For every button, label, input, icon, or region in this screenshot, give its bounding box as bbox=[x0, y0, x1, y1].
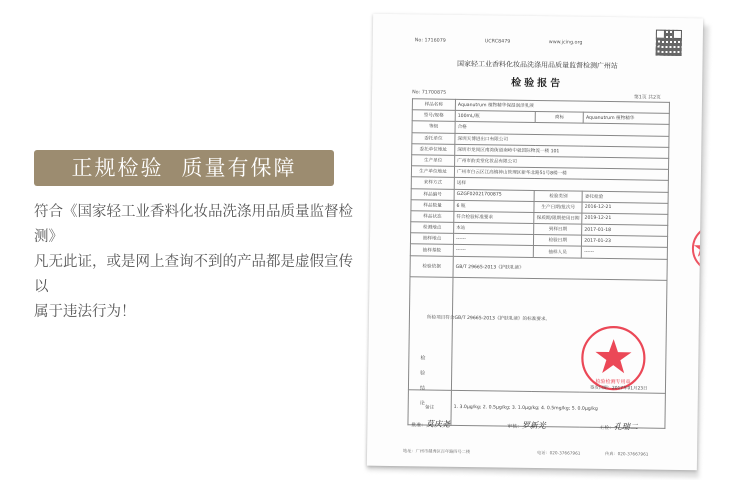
claim-line-2: 凡无此证，或是网上查询不到的产品都是虚假宣传以 bbox=[34, 254, 353, 295]
row-value: 深圳天博进出口有限公司 bbox=[455, 133, 669, 147]
row-label-2: 生产日期/批次号 bbox=[534, 201, 582, 213]
footer-fax: 传真：020-37667961 bbox=[605, 450, 649, 457]
page-number: 第1页 共2页 bbox=[633, 95, 661, 101]
row-value: 广州市白云区江高镇神山管理区新华北路51号8楼一楼 bbox=[454, 166, 668, 180]
row-value: ------ bbox=[453, 234, 533, 246]
test-signature: 主检：孔瑞二 bbox=[599, 422, 638, 432]
row-label-2: 抽样人员 bbox=[534, 246, 582, 258]
row-label: 样品编号 bbox=[411, 188, 454, 200]
row-value-2: 2017-01-23 bbox=[582, 235, 668, 247]
approve-signature: 批准：莫庆尧 bbox=[411, 419, 450, 429]
row-value: Aquanutrum 植物精华保湿润泽乳液 bbox=[455, 99, 669, 113]
claim-line-3: 属于违法行为！ bbox=[34, 304, 136, 320]
row-value-2: 2019-12-21 bbox=[582, 213, 668, 225]
banner-right-text: 质量有保障 bbox=[181, 156, 297, 180]
row-label: 样品名称 bbox=[412, 99, 455, 111]
row-label-2: 检验日期 bbox=[534, 235, 582, 247]
banner-left-text: 正规检验 bbox=[71, 156, 164, 180]
row-value-2: 2017-01-18 bbox=[582, 224, 668, 236]
row-value: ------ bbox=[453, 245, 533, 257]
row-label: 委托单位地址 bbox=[412, 144, 455, 156]
row-label: 抽样基数 bbox=[410, 244, 453, 256]
review-signature: 审核：罗新光 bbox=[507, 420, 546, 431]
row-value: 广州市韵美堂化妆品有限公司 bbox=[455, 155, 669, 169]
row-label: 来样方式 bbox=[411, 177, 454, 189]
row-value: 送样 bbox=[454, 178, 668, 192]
report-top-url: www.jcing.org bbox=[548, 40, 583, 46]
edge-seal-icon bbox=[676, 223, 704, 274]
row-label: 样品状态 bbox=[411, 211, 454, 223]
row-label: 检测地点 bbox=[411, 222, 454, 234]
document-title: 检验报告 bbox=[511, 77, 564, 90]
row-value: 6 瓶 bbox=[454, 200, 534, 212]
row-label-2: 保质期/限期使用日期 bbox=[534, 212, 582, 224]
row-value-2: 2016-12-21 bbox=[582, 202, 668, 214]
issue-date: 签发日期：2017年01月23日 bbox=[589, 385, 648, 392]
row-label: 生产单位 bbox=[412, 155, 455, 167]
basis-value: GB/T 29665-2013《护肤乳液》 bbox=[453, 256, 667, 280]
remark-value: 1. 3.0μg/kg; 2. 0.5μg/kg; 3. 1.0μg/kg; 4. 0.5mg/kg; 5. 0.0μg/kg bbox=[451, 390, 665, 428]
report-top-code: UCRC8479 bbox=[484, 39, 511, 45]
seal-label: 检验检测专用章 bbox=[595, 378, 631, 386]
footer-address: 地址：广州市越秀区百年路四号二楼 bbox=[403, 448, 471, 455]
row-label: 等级 bbox=[412, 121, 455, 133]
report-top-number: No: 1716079 bbox=[414, 38, 446, 44]
organization-title: 国家轻工业香料化妆品洗涤用品质量监督检测广州站 bbox=[456, 59, 619, 71]
row-value-2: ------ bbox=[582, 247, 668, 259]
quality-banner bbox=[34, 150, 334, 186]
row-label: 生产单位地址 bbox=[411, 166, 454, 178]
row-value: 符合检验标准要求 bbox=[454, 211, 534, 223]
row-value: 合格 bbox=[455, 122, 669, 136]
footer-tel: 电话：020-37667961 bbox=[537, 450, 581, 456]
row-value: 深圳市龙岗区南湾街道南岭中就国际物流一楼 101 bbox=[455, 144, 669, 158]
row-label-2: 商标 bbox=[535, 112, 583, 124]
row-label: 型号/规格 bbox=[412, 110, 455, 122]
conclusion-label-cell bbox=[408, 276, 453, 390]
row-label: 样品数量 bbox=[411, 199, 454, 211]
remark-label: 备注 bbox=[408, 389, 451, 425]
row-value: GZGF02021700875 bbox=[454, 189, 534, 201]
official-seal-icon bbox=[578, 323, 649, 394]
basis-label: 检验依据 bbox=[410, 255, 453, 277]
claim-line-1: 符合《国家轻工业香料化妆品洗涤用品质量监督检测》 bbox=[34, 204, 353, 245]
row-label: 委托单位 bbox=[412, 132, 455, 144]
row-value: 100mL/瓶 bbox=[455, 111, 535, 123]
report-number: No: 71700875 bbox=[412, 90, 447, 96]
inspection-report bbox=[367, 14, 703, 471]
row-label-2: 检验类别 bbox=[534, 190, 582, 202]
row-label-2: 到样日期 bbox=[534, 224, 582, 236]
row-label: 抽样地点 bbox=[410, 233, 453, 245]
conclusion-text: 所检项目符合GB/T 29665-2013《护肤乳液》的标准要求。 bbox=[426, 315, 551, 323]
qr-code-icon bbox=[656, 30, 682, 56]
claim-text bbox=[34, 200, 354, 325]
row-value: 本站 bbox=[454, 222, 534, 234]
row-value-2: 委托检验 bbox=[582, 191, 668, 203]
conclusion-label: 检 验 结 论 bbox=[419, 355, 426, 407]
row-value-2: Aquanutrum 植物精华 bbox=[583, 112, 669, 124]
